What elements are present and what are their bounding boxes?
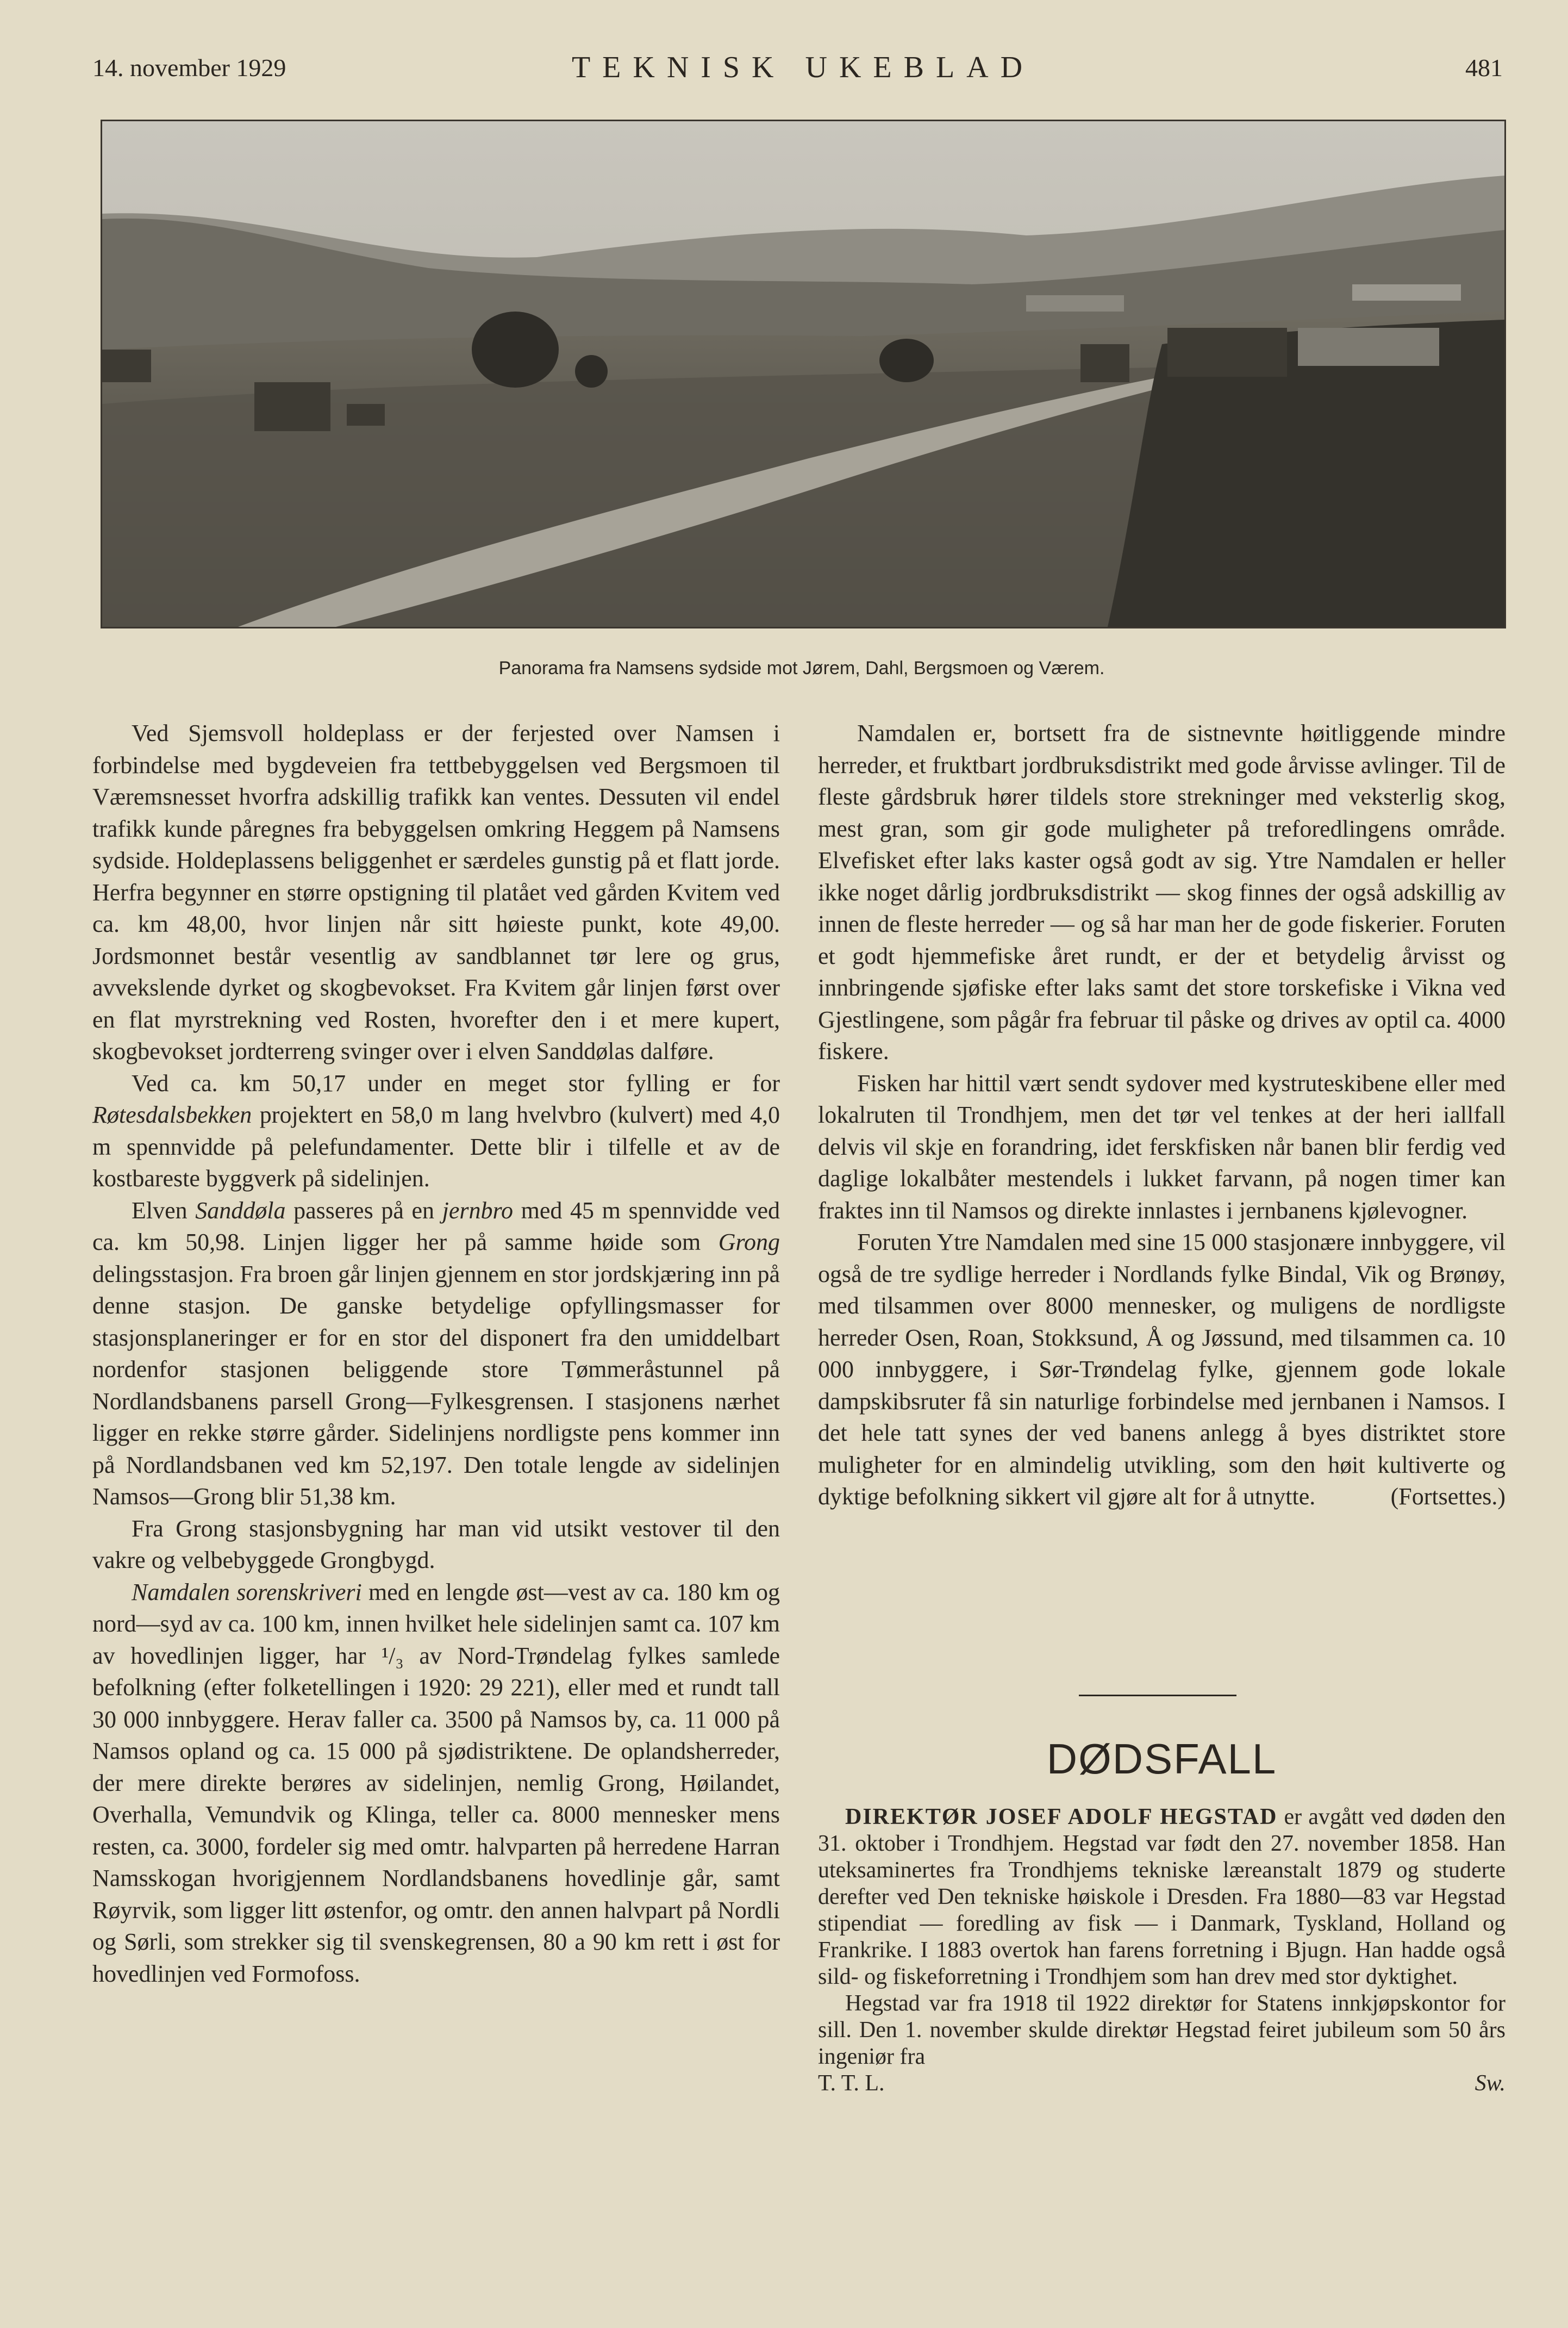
section-divider [1079, 1695, 1236, 1696]
author-signature: Sw. [1475, 2071, 1505, 2096]
paragraph: Foruten Ytre Namdalen med sine 15 000 stasjonære innbyggere, vil også de tre sydlige herreder i Nordlands fylke Bindal, Vik og Brønøy, med tilsammen over 8000 mennesker, og muligens de nordligste herreder Osen, Roan, Stokksund, Å og Jøssund, med tilsammen ca. 10 000 innbyggere, i Sør-Trøndelag fylke, gjennem gode lokale dampskibsruter få sin naturlige forbindelse med jernbanen i Namsos. I det hele tatt synes der ved banens anlegg å byes distriktet store muligheter for en almindelig utvikling, som den høit kultiverte og dyktige befolkning sikkert vil gjøre alt for å utnytte. (Fortsettes.) [818, 1227, 1505, 1513]
paragraph: Namdalen er, bortsett fra de sistnevnte høitliggende mindre herreder, et fruktbart jordbruksdistrikt med gode årvisse avlinger. Til de fleste gårdsbruk hører tildels store strekninger med veksterlig skog, mest gran, som gir gode muligheter på treforedlingens område. Elvefisket efter laks kaster også godt av sig. Ytre Namdalen er heller ikke noget dårlig jordbruksdistrikt — skog finnes der også adskillig av innen de fleste herreder — og så har man her de gode fiskerier. Foruten et godt hjemmefiske året rundt, er der et betydelig årvisst og innbringende sjøfiske efter laks samt det store torskefiske i Vikna ved Gjestlingene, som pågår fra februar til påske og drives av optil ca. 4000 fiskere. [818, 720, 1505, 1065]
paragraph: Elven Sanddøla passeres på en jernbro med 45 m spennvidde ved ca. km 50,98. Linjen ligger her på samme høide som Grong delingsstasjon. Fra broen går linjen gjennem en stor jordskjæring inn på denne stasjon. De ganske betydelige opfyllingsmasser for stasjonsplaneringer er for en stor del disponert fra den umiddelbart nordenfor stasjonen beliggende store Tømmeråstunnel på Nordlandsbanens parsell Grong—Fylkesgrensen. I stasjonens nærhet ligger en rekke større gårder. Sidelinjens nordligste pens kommer inn på Nordlandsbanen ved km 52,197. Den totale lengde av sidelinjen Namsos—Grong blir 51,38 km. [92, 1197, 780, 1510]
obituary [818, 1804, 1505, 2097]
paragraph: Ved Sjemsvoll holdeplass er der ferjested over Namsen i forbindelse med bygdeveien fra tettbebyggelsen ved Bergsmoen til Væremsnesset hvorfra adskillig trafikk kan ventes. Dessuten vil endel trafikk kunde påregnes fra bebyggelsen omkring Heggem på Namsens sydside. Holdeplassens beliggenhet er særdeles gunstig på et flatt jorde. Herfra begynner en større opstigning til platået ved gården Kvitem ved ca. km 48,00, hvor linjen når sitt høieste punkt, kote 49,00. Jordsmonnet består vesentlig av sandblannet tør lere og grus, avvekslende dyrket og skogbevokset. Fra Kvitem går linjen først over en flat myrstrekning ved Rosten, hvorefter den i et mere kupert, skogbevokset jordterreng svinger over i elven Sanddølas dalføre. [92, 720, 780, 1065]
paragraph: Fra Grong stasjonsbygning har man vid utsikt vestover til den vakre og velbebyggede Grongbygd. [92, 1515, 780, 1573]
signature-row [818, 2070, 1505, 2097]
page-header [92, 43, 1514, 92]
obituary-heading: DØDSFALL [1046, 1735, 1277, 1783]
paragraph: Fisken har hittil vært sendt sydover med kystruteskibene eller med lokalruten til Trondhjem, men det tør vel tenkes at der heri iallfall delvis vil skje en forandring, idet ferskfisken når banen blir ferdig ved daglige lokalbåter mestendels i lukket farvann, på nogen timer kan fraktes inn til Namsos og direkte innlastes i jernbanens kjølevogner. [818, 1069, 1505, 1224]
deceased-name: DIREKTØR JOSEF ADOLF HEGSTAD [845, 1804, 1278, 1829]
photo-caption: Panorama fra Namsens sydside mot Jørem, Dahl, Bergsmoen og Værem. [498, 658, 1105, 679]
journal-title: TEKNISK UKEBLAD [571, 51, 1035, 84]
italic-term: Namdalen sorenskriveri [132, 1578, 362, 1605]
continued-note: (Fortsettes.) [1390, 1483, 1505, 1510]
paragraph: Ved ca. km 50,17 under en meget stor fylling er for Røtesdalsbekken projektert en 58,0 m lang hvelvbro (kulvert) med 4,0 m spennvidde på pelefundamenter. Dette blir i tilfelle et av de kostbareste byggverk på sidelinjen. [92, 1069, 780, 1192]
paragraph: DIREKTØR JOSEF ADOLF HEGSTAD er avgått ved døden den 31. oktober i Trondhjem. Hegstad var født den 27. november 1858. Han uteksaminertes fra Trondhjems tekniske læreanstalt 1879 og studerte derefter ved Den tekniske høiskole i Dresden. Fra 1880—83 var Hegstad stipendiat — foredling av fisk — i Danmark, Tyskland, Holland og Frankrike. I 1883 overtok han farens forretning i Bjugn. Han hadde også sild- og fiskeforretning i Trondhjem som han drev med stor dyktighet. [818, 1804, 1505, 1989]
paragraph: Hegstad var fra 1918 til 1922 direktør for Statens innkjøpskontor for sill. Den 1. november skulde direktør Hegstad feiret jubileum som 50 års ingeniør fra [818, 1991, 1505, 2069]
paragraph: Namdalen sorenskriveri med en lengde øst—vest av ca. 180 km og nord—syd av ca. 100 km, innen hvilket hele sidelinjen samt ca. 107 km av hovedlinjen ligger, har ¹/₃ av Nord-Trøndelag fylkes samlede befolkning (efter folketellingen i 1920: 29 221), eller med et rundt tall 30 000 innbyggere. Herav faller ca. 3500 på Namsos by, ca. 11 000 på Namsos opland og ca. 15 000 på sjødistriktene. De oplandsherreder, der mere direkte berøres av sidelinjen, nemlig Grong, Høilandet, Overhalla, Vemundvik og Klinga, teller ca. 8000 mennesker mens resten, ca. 3000, fordeler sig med omtr. halvparten på herredene Harran Namsskogan hvorigjennem Nordlandsbanens hovedlinje går, samt Røyrvik, som ligger litt østenfor, og omtr. den annen halvpart på Nordli og Sørli, som strekker sig til svenskegrensen, 80 a 90 km rett i øst for hovedlinjen ved Formofoss. [92, 1578, 780, 1987]
italic-term: Sanddøla [195, 1197, 286, 1224]
panorama-photo [101, 120, 1506, 628]
italic-term: Grong [718, 1229, 780, 1255]
landscape-illustration [102, 121, 1504, 627]
right-column [818, 718, 1505, 1513]
closing-text: T. T. L. [818, 2071, 885, 2096]
italic-term: Røtesdalsbekken [92, 1101, 252, 1128]
issue-date: 14. november 1929 [92, 54, 286, 82]
italic-term: jernbro [442, 1197, 513, 1224]
page-number: 481 [1465, 54, 1503, 82]
left-column [92, 718, 780, 1990]
